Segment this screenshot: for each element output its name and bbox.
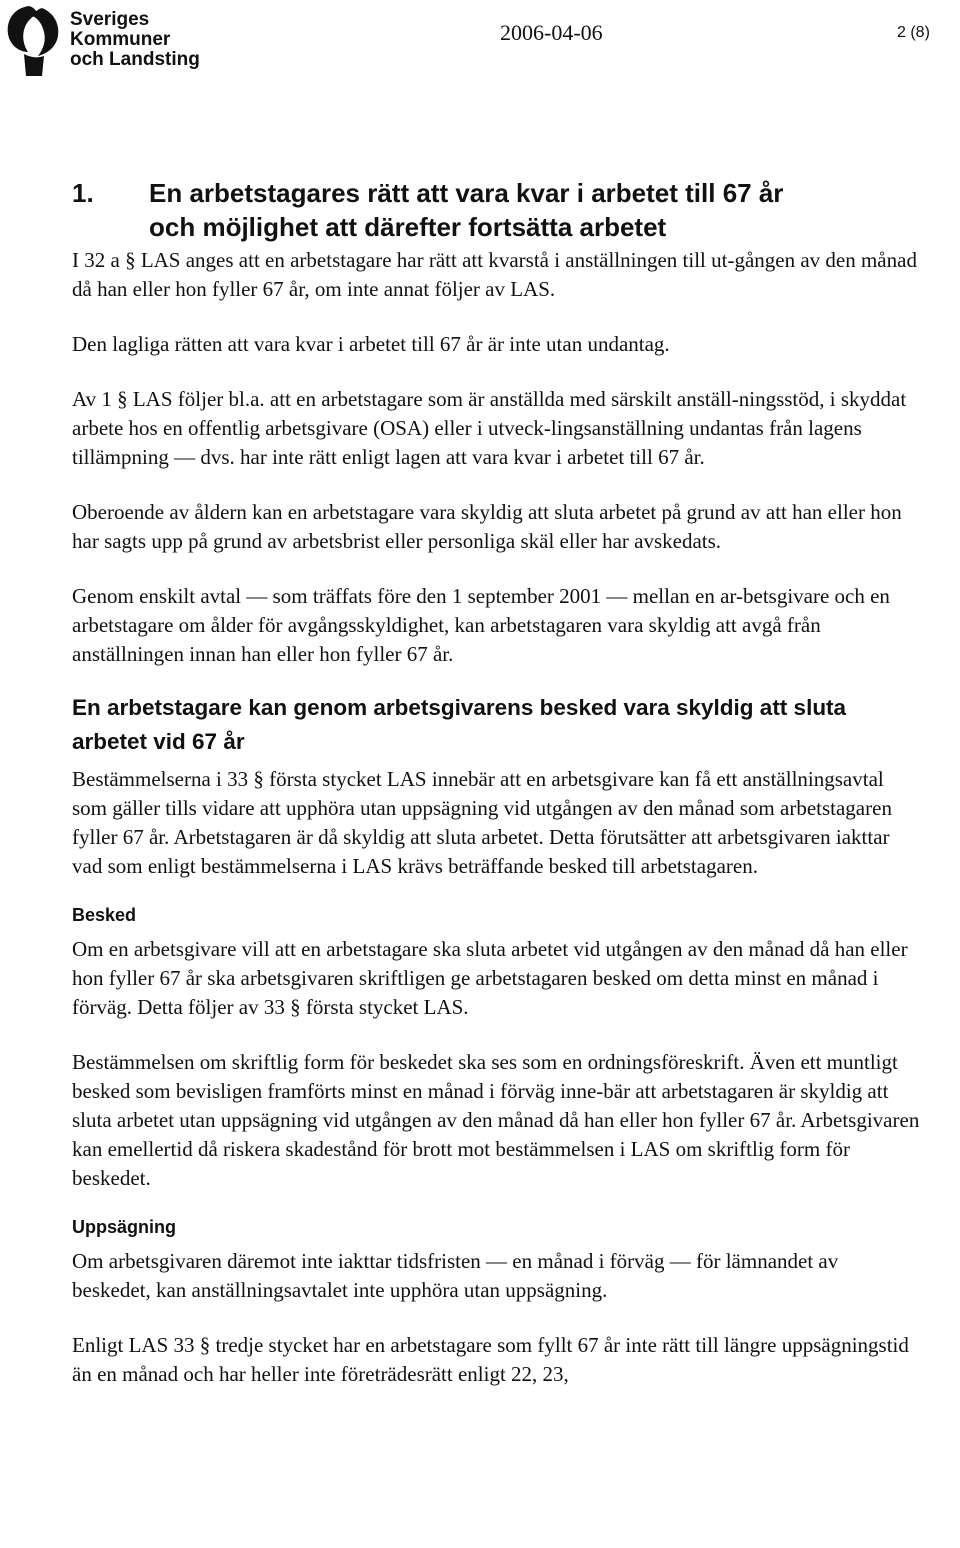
paragraph: Bestämmelserna i 33 § första stycket LAS innebär att en arbetsgivare kan få ett anställningsavtal som gäller tills vidare att upphöra utan uppsägning vid utgången av den månad som arbetstagaren fyller 67 år. Arbetstagaren är då skyldig att sluta arbetet. Detta förutsätter att arbetsgivaren iakttar vad som enligt bestämmelserna i LAS krävs beträffande besked till arbetstagaren. — [72, 767, 892, 878]
paragraph: Om en arbetsgivare vill att en arbetstagare ska sluta arbetet vid utgången av den månad då han eller hon fyller 67 år ska arbetsgivaren skriftligen ge arbetstagaren besked om detta minst en månad i förväg. Detta följer av 33 § första stycket LAS. — [72, 937, 908, 1019]
logo-text — [70, 10, 200, 70]
section-title-line1: En arbetstagares rätt att vara kvar i arbetet till 67 år — [149, 178, 784, 208]
organization-logo — [2, 2, 200, 82]
paragraph: Om arbetsgivaren däremot inte iakttar tidsfristen — en månad i förväg — för lämnandet av beskedet, kan anställningsavtalet inte upphöra utan uppsägning. — [72, 1249, 839, 1302]
document-body — [72, 176, 922, 1389]
document-date: 2006-04-06 — [500, 20, 603, 45]
paragraph: Bestämmelsen om skriftlig form för beskedet ska ses som en ordningsföreskrift. Även ett muntligt besked som bevisligen framförts minst en månad i förväg inne-bär att arbetstagaren är skyldig att sluta arbetet utan uppsägning vid utgången av den månad då han eller hon fyller 67 år. Arbetsgivaren kan emellertid då riskera skadestånd för brott mot bestämmelsen i LAS om skriftlig form för beskedet. — [72, 1050, 920, 1190]
paragraph: Enligt LAS 33 § tredje stycket har en arbetstagare som fyllt 67 år inte rätt till längre uppsägningstid än en månad och har heller inte företrädesrätt enligt 22, 23, — [72, 1333, 909, 1386]
paragraph: Oberoende av åldern kan en arbetstagare vara skyldig att sluta arbetet på grund av att han eller hon har sagts upp på grund av arbetsbrist eller personliga skäl eller har avskedats. — [72, 500, 902, 553]
paragraph: Genom enskilt avtal — som träffats före den 1 september 2001 — mellan en ar-betsgivare och en arbetstagare om ålder för avgångsskyldighet, kan arbetstagaren vara skyldig att avgå från anställningen innan han eller hon fyller 67 år. — [72, 584, 890, 666]
logo-text-line3: och Landsting — [70, 49, 200, 70]
page-number: 2 (8) — [897, 24, 930, 41]
section-number: 1. — [72, 178, 94, 208]
paragraph: Den lagliga rätten att vara kvar i arbetet till 67 år är inte utan undantag. — [72, 332, 670, 356]
page-header — [0, 0, 960, 90]
section-title-line2: och möjlighet att därefter fortsätta arbetet — [149, 212, 667, 242]
subheading-uppsagning: Uppsägning — [72, 1217, 176, 1237]
section-heading-2: En arbetstagare kan genom arbetsgivarens besked vara skyldig att sluta arbetet vid 67 år — [72, 695, 847, 754]
section-heading-1 — [72, 176, 922, 244]
paragraph: I 32 a § LAS anges att en arbetstagare har rätt att kvarstå i anställningen till ut-gången av den månad då han eller hon fyller 67 år, om inte annat följer av LAS. — [72, 248, 917, 301]
paragraph: Av 1 § LAS följer bl.a. att en arbetstagare som är anställda med särskilt anställ-ningsstöd, i skyddat arbete hos en offentlig arbetsgivare (OSA) eller i utveck-lingsanställning undantas från lagens tillämpning — dvs. har inte rätt enligt lagen att vara kvar i arbetet till 67 år. — [72, 387, 907, 469]
logo-text-line2: Kommuner — [70, 29, 171, 50]
subheading-besked: Besked — [72, 905, 137, 925]
logo-mark-icon — [2, 2, 64, 80]
logo-text-line1: Sveriges — [70, 9, 150, 30]
